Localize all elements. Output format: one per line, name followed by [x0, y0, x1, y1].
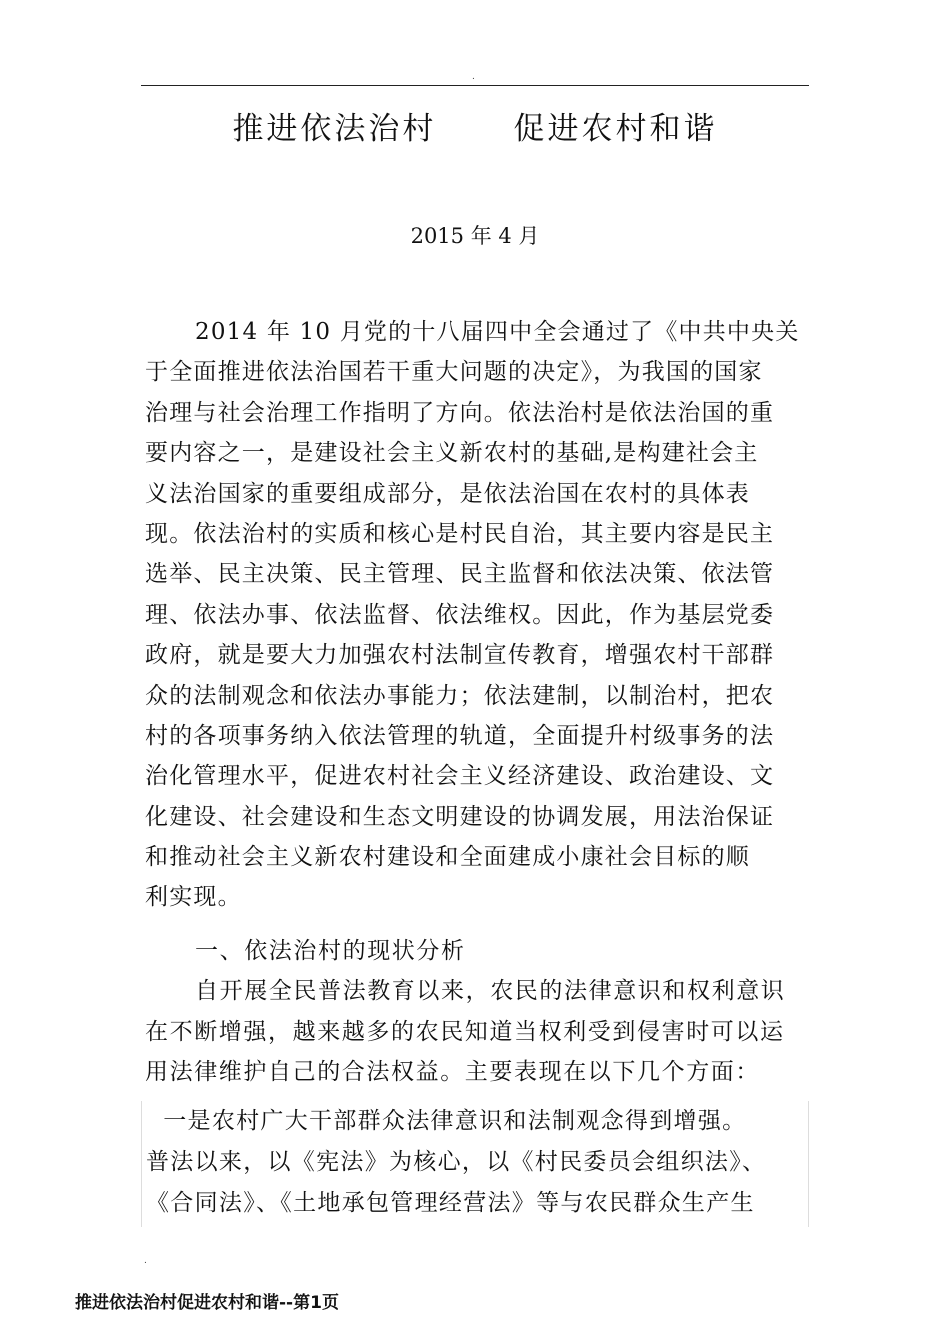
text-line: 政府，就是要大力加强农村法制宣传教育，增强农村干部群 — [145, 642, 775, 669]
section-current-status — [145, 931, 809, 1093]
text-line: 义法治国家的重要组成部分，是依法治国在农村的具体表 — [145, 480, 750, 507]
section-heading: 一、依法治村的现状分析 — [195, 938, 466, 964]
text-line: 2014 年 10 月党的十八届四中全会通过了《中共中央关 — [195, 319, 800, 345]
text-line: 一是农村广大干部群众法律意识和法制观念得到增强。 — [146, 1108, 747, 1134]
header-rule — [141, 85, 809, 86]
text-line: 现。依法治村的实质和核心是村民自治，其主要内容是民主 — [145, 520, 775, 547]
paragraph-legal-awareness — [141, 1101, 809, 1227]
paragraph-intro — [145, 312, 809, 918]
text-line: 于全面推进依法治国若干重大问题的决定》，为我国的国家 — [145, 359, 763, 386]
text-line: 利实现。 — [145, 884, 242, 911]
text-line: 村的各项事务纳入依法管理的轨道，全面提升村级事务的法 — [145, 722, 775, 749]
text-line: 《合同法》、《土地承包管理经营法》等与农民群众生产生 — [146, 1190, 755, 1216]
text-line: 选举、民主决策、民主管理、民主监督和依法决策、依法管 — [145, 561, 775, 588]
text-line: 自开展全民普法教育以来，农民的法律意识和权利意识 — [195, 978, 786, 1005]
text-line: 在不断增强，越来越多的农民知道当权利受到侵害时可以运 — [145, 1018, 785, 1045]
text-line: 用法律维护自己的合法权益。主要表现在以下几个方面： — [145, 1059, 760, 1086]
text-line: 治化管理水平，促进农村社会主义经济建设、政治建设、文 — [145, 763, 775, 790]
text-line: 化建设、社会建设和生态文明建设的协调发展，用法治保证 — [145, 803, 775, 830]
document-date: 2015 年 4 月 — [410, 224, 540, 248]
document-title: 推进依法治村 促进农村和谐 — [232, 111, 718, 147]
text-line: 和推动社会主义新农村建设和全面建成小康社会目标的顺 — [145, 844, 750, 871]
text-line: 普法以来，以《宪法》为核心，以《村民委员会组织法》、 — [146, 1149, 767, 1175]
header-dot: . — [472, 72, 475, 82]
page-footer: 推进依法治村促进农村和谐--第1页 — [75, 1293, 339, 1313]
text-line: 众的法制观念和依法办事能力；依法建制，以制治村，把农 — [145, 682, 775, 709]
text-line: 理、依法办事、依法监督、依法维权。因此，作为基层党委 — [145, 601, 775, 628]
text-line: 治理与社会治理工作指明了方向。依法治村是依法治国的重 — [145, 399, 775, 426]
footer-dot: . — [144, 1256, 147, 1266]
text-line: 要内容之一，是建设社会主义新农村的基础,是构建社会主 — [145, 440, 759, 467]
